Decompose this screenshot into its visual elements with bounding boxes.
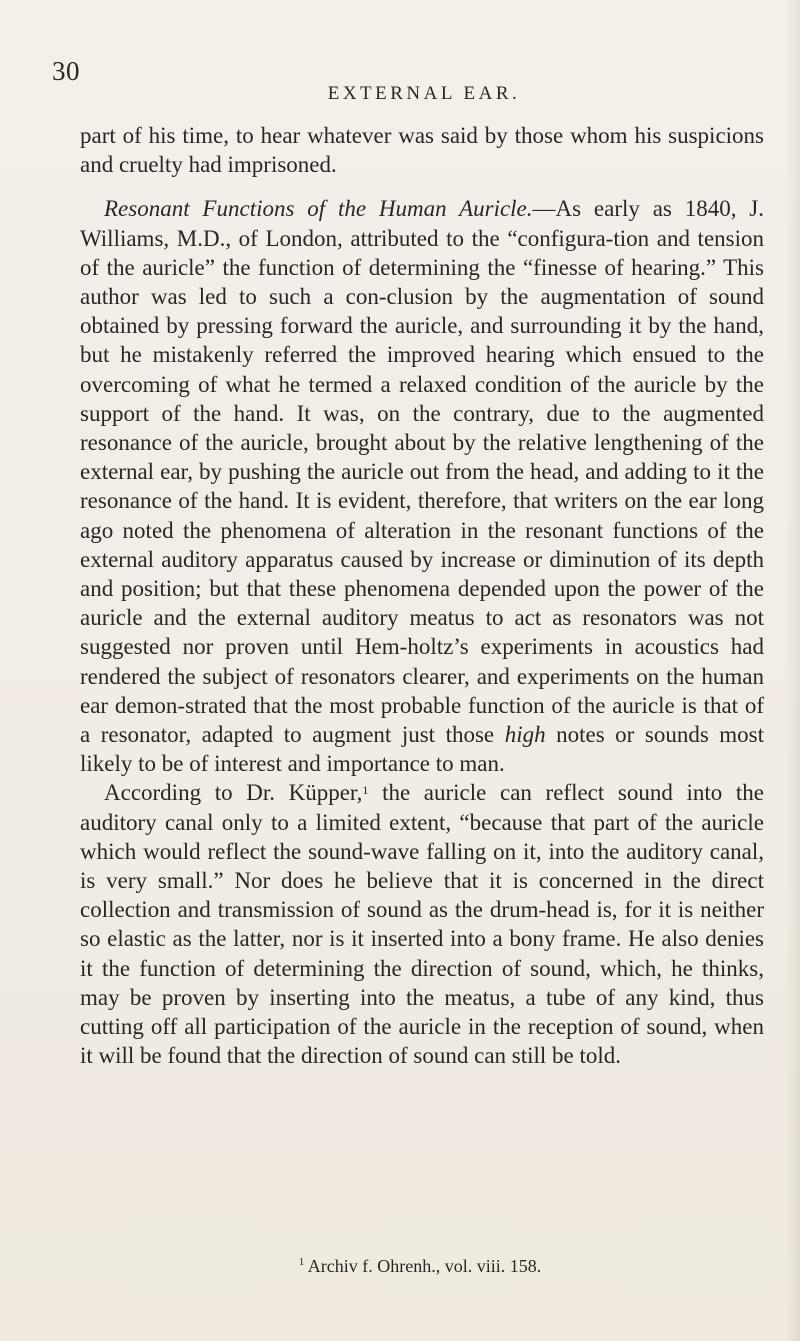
footnote-reference: 1 xyxy=(362,783,369,798)
paragraph-continuation xyxy=(80,121,764,179)
section-heading: Resonant Functions of the Human Auricle. xyxy=(104,196,533,222)
paragraph-text-end: notes or sounds most likely to be of interest and importance to man. xyxy=(80,722,765,777)
footnote-marker: 1 xyxy=(298,1256,305,1268)
paragraph-spacer xyxy=(80,179,764,194)
running-head: EXTERNAL EAR. xyxy=(327,83,521,104)
body-text xyxy=(80,121,764,1071)
paragraph-resonant-functions xyxy=(80,194,764,778)
paragraph-kupper xyxy=(80,778,764,1070)
paragraph-text: part of his time, to hear whatever was said by those whom his suspicions and cruelty had imprisoned. xyxy=(80,123,764,178)
paragraph-text: the auricle can reflect sound into the auditory canal only to a limited extent, “because that part of the auricle which would reflect the sound-wave falling on it, into the auditory canal, is very small.” Nor does he believe that it is concerned in the direct collection and transmission of sound as the drum-head is, for it is neither so elastic as the latter, nor is it inserted into a bony frame. He also denies it the function of determining the direction of sound, which, he thinks, may be proven by inserting into the meatus, a tube of any kind, thus cutting off all participation of the auricle in the reception of sound, when it will be found that the direction of sound can still be told. xyxy=(80,780,764,1069)
footnote xyxy=(0,1256,800,1277)
paragraph-text-start: According to Dr. Küpper, xyxy=(104,780,363,806)
paragraph-text: —As early as 1840, J. Williams, M.D., of London, attributed to the “configura-tion and tension of the auricle” the function of determining the “finesse of hearing.” This author was led to such a con-clusion by the augmentation of sound obtained by pressing forward the auricle, and surrounding it by the hand, but he mistakenly referred the improved hearing which ensued to the overcoming of what he termed a relaxed condition of the auricle by the support of the hand. It was, on the contrary, due to the augmented resonance of the auricle, brought about by the relative lengthening of the external ear, by pushing the auricle out from the head, and adding to it the resonance of the hand. It is evident, therefore, that writers on the ear long ago noted the phenomena of alteration in the resonant functions of the external auditory apparatus caused by increase or diminution of its depth and position; but that these phenomena depended upon the power of the auricle and the external auditory meatus to act as resonators was not suggested nor proven until Hem-holtz’s experiments in acoustics had rendered the subject of resonators clearer, and experiments on the human ear demon-strated that the most probable function of the auricle is that of a resonator, adapted to augment just those xyxy=(80,196,764,748)
page-edge-shadow xyxy=(786,0,800,1341)
footnote-text: Archiv f. Ohrenh., vol. viii. 158. xyxy=(307,1256,542,1276)
page-number: 30 xyxy=(52,56,80,86)
emphasis-text: high xyxy=(504,722,546,748)
